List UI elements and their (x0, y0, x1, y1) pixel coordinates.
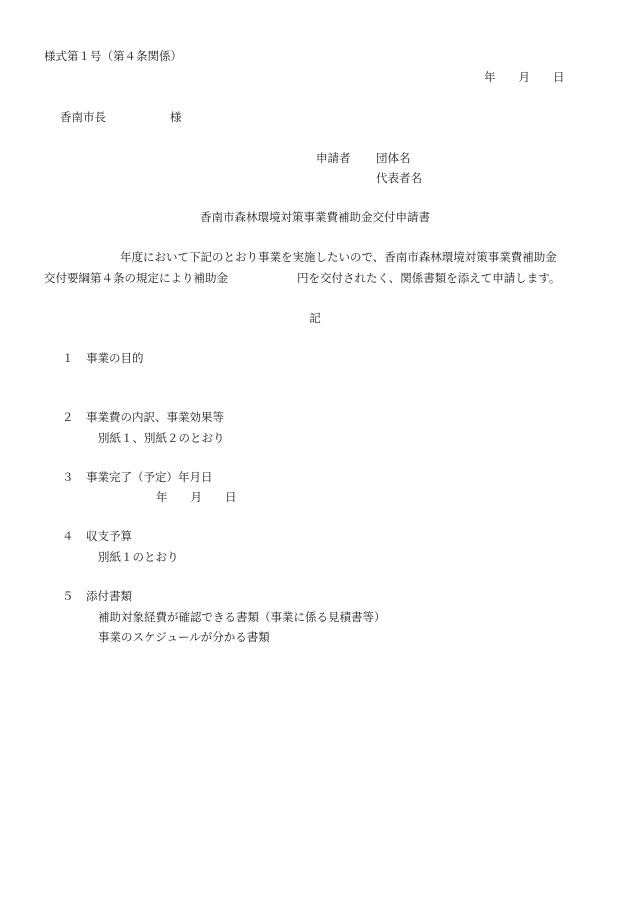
item-detail: 補助対象経費が確認できる書類（事業に係る見積書等） (98, 610, 386, 624)
item-title: 収支予算 (86, 529, 132, 543)
item-title: 添付書類 (86, 589, 132, 603)
applicant-label: 申請者 (316, 151, 351, 165)
ki-heading: 記 (309, 311, 321, 325)
item-number: １ (62, 351, 74, 365)
form-number: 様式第１号（第４条関係） (44, 49, 182, 63)
item-number: ５ (62, 589, 74, 603)
organization-name-label: 団体名 (376, 151, 411, 165)
body-text-line-1: 年度において下記のとおり事業を実施したいので、香南市森林環境対策事業費補助金 (120, 250, 557, 264)
addressee-honorific: 様 (170, 110, 182, 124)
document-title: 香南市森林環境対策事業費補助金交付申請書 (200, 210, 430, 224)
item-title: 事業費の内訳、事業効果等 (86, 410, 224, 424)
item-number: ３ (62, 470, 74, 484)
item-number: ４ (62, 529, 74, 543)
application-date: 年 月 日 (484, 70, 565, 84)
item-detail: 別紙１のとおり (98, 550, 179, 564)
item-title: 事業の目的 (86, 351, 144, 365)
item-detail: 別紙１、別紙２のとおり (98, 431, 225, 445)
item-title: 事業完了（予定）年月日 (86, 470, 213, 484)
completion-date: 年 月 日 (156, 490, 237, 504)
item-number: ２ (62, 410, 74, 424)
representative-name-label: 代表者名 (376, 171, 422, 185)
body-text-line-2: 交付要綱第４条の規定により補助金 円を交付されたく、関係書類を添えて申請します。 (44, 271, 561, 285)
addressee-name: 香南市長 (60, 110, 106, 124)
item-detail: 事業のスケジュールが分かる書類 (98, 630, 270, 644)
